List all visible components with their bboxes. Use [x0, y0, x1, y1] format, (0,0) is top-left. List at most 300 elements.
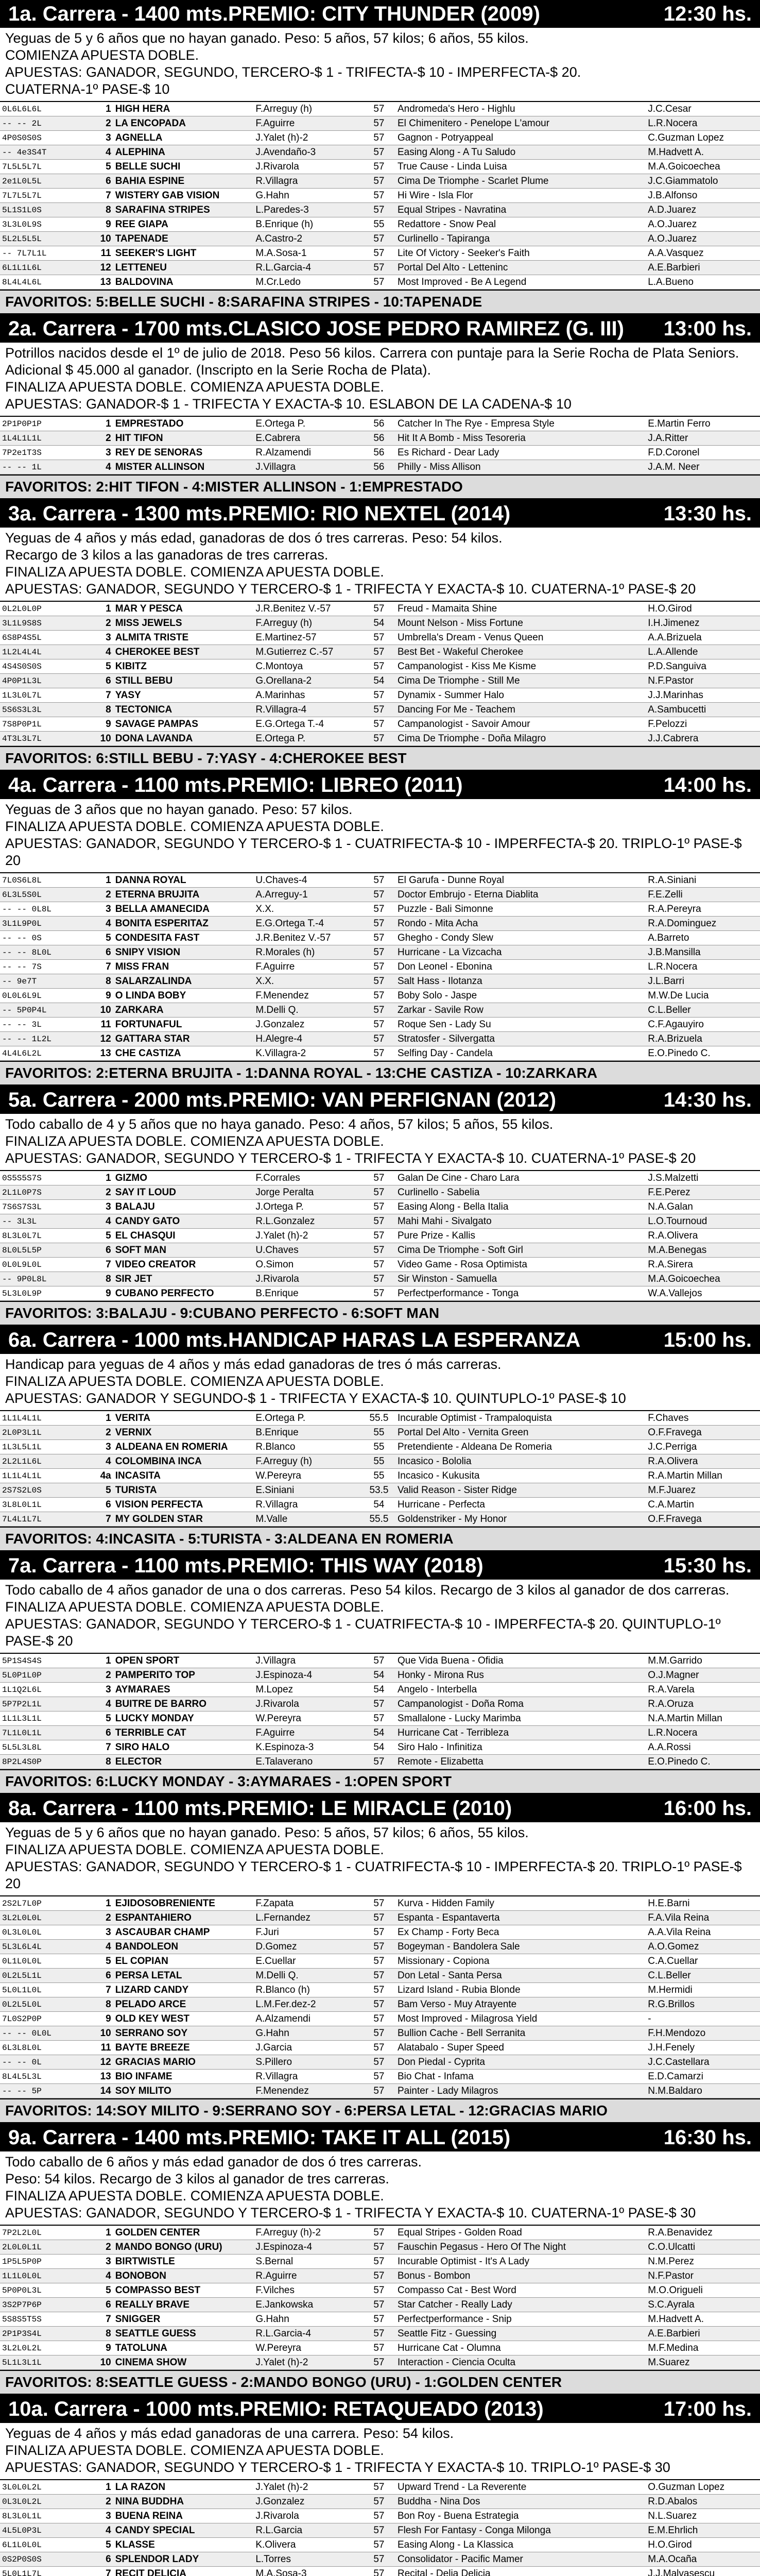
race-time: 12:30 hs.	[663, 2, 752, 25]
runner-number: 3	[93, 1683, 113, 1697]
runner-form: 4L4L6L2L	[0, 1046, 93, 1061]
runner-name: ETERNA BRUJITA	[113, 888, 254, 902]
runner-number: 5	[93, 1229, 113, 1243]
runner-pedigree: Easing Along - La Klassica	[395, 2538, 646, 2552]
runner-jockey: U.Chaves	[253, 1243, 362, 1258]
runner-name: CHE CASTIZA	[113, 1046, 254, 1061]
table-row	[0, 1711, 760, 1726]
runner-weight: 57	[362, 2084, 395, 2098]
runner-pedigree: Catcher In The Rye - Empresa Style	[395, 417, 646, 431]
runner-weight: 57	[362, 1997, 395, 2012]
race-favorites: FAVORITOS: 14:SOY MILITO - 9:SERRANO SOY - 6:PERSA LETAL - 12:GRACIAS MARIO	[0, 2098, 760, 2124]
runner-jockey: R.Villagra	[253, 1498, 362, 1512]
race-favorites: FAVORITOS: 2:HIT TIFON - 4:MISTER ALLINSON - 1:EMPRESTADO	[0, 474, 760, 500]
runner-pedigree: Bon Roy - Buena Estrategia	[395, 2509, 646, 2523]
runner-weight: 57	[362, 102, 395, 116]
runner-weight: 56	[362, 446, 395, 460]
runner-weight: 57	[362, 2312, 395, 2327]
runner-name: CANDY SPECIAL	[113, 2523, 254, 2538]
runner-form: 7L1L0L1L	[0, 1726, 93, 1740]
table-row	[0, 1755, 760, 1769]
runner-number: 3	[93, 2509, 113, 2523]
runner-trainer: A.Sambucetti	[646, 703, 760, 717]
runners-table	[0, 873, 760, 1061]
runner-number: 7	[93, 189, 113, 203]
table-row	[0, 1214, 760, 1229]
table-row	[0, 1911, 760, 1925]
runner-pedigree: Stratosfer - Silvergatta	[395, 1032, 646, 1046]
table-row	[0, 1654, 760, 1668]
runner-form: -- -- 0L	[0, 2055, 93, 2070]
runner-number: 7	[93, 960, 113, 974]
race-header-dot: .	[221, 1797, 227, 1820]
runner-form: 6L1L1L6L	[0, 261, 93, 275]
runner-form: -- 3L3L	[0, 1214, 93, 1229]
runner-trainer: C.L.Beller	[646, 1969, 760, 1983]
runner-number: 4	[93, 145, 113, 160]
runner-pedigree: Hit It A Bomb - Miss Tesoreria	[395, 431, 646, 446]
runner-weight: 57	[362, 2538, 395, 2552]
race-prize: PREMIO: VAN PERFIGNAN (2012)	[228, 1088, 557, 1111]
race-conditions	[0, 1354, 760, 1411]
runner-jockey: J.Avendaño-3	[253, 145, 362, 160]
runner-name: MAR Y PESCA	[113, 602, 254, 616]
runner-number: 2	[93, 1185, 113, 1200]
table-row	[0, 460, 760, 474]
runner-name: REY DE SENORAS	[113, 446, 254, 460]
runner-weight: 57	[362, 275, 395, 290]
race-header-sep: -	[116, 1088, 134, 1111]
runner-number: 5	[93, 2538, 113, 2552]
runner-name: BELLE SUCHI	[113, 160, 254, 174]
runner-jockey: X.X.	[253, 902, 362, 917]
runner-name: GOLDEN CENTER	[113, 2226, 254, 2240]
runner-number: 1	[93, 873, 113, 888]
runner-jockey: J.Yalet (h)-2	[253, 1229, 362, 1243]
runner-trainer: A.O.Juarez	[646, 217, 760, 232]
runner-trainer: C.F.Agauyiro	[646, 1018, 760, 1032]
runner-weight: 57	[362, 174, 395, 189]
runner-weight: 57	[362, 1046, 395, 1061]
race-condition-line: FINALIZA APUESTA DOBLE. COMIENZA APUESTA DOBLE.	[5, 1374, 384, 1389]
runner-trainer: I.H.Jimenez	[646, 616, 760, 631]
race-prize: PREMIO: THIS WAY (2018)	[227, 1554, 483, 1577]
runner-trainer: L.O.Tournoud	[646, 1214, 760, 1229]
runner-pedigree: Perfectperformance - Snip	[395, 2312, 646, 2327]
runner-pedigree: Painter - Lady Milagros	[395, 2084, 646, 2098]
runner-number: 7	[93, 688, 113, 703]
race-condition-line: APUESTAS: GANADOR, SEGUNDO Y TERCERO-$ 1 - CUATRIFECTA-$ 10 - IMPERFECTA-$ 20. TRIPLO-1º PASE-$ 20	[5, 836, 742, 868]
runner-form: 5S8S5T5S	[0, 2312, 93, 2327]
race-block	[0, 771, 760, 1086]
runner-number: 5	[93, 659, 113, 674]
race-label: 10a. Carrera	[8, 2397, 128, 2420]
runner-form: 1L1L3L1L	[0, 1711, 93, 1726]
runner-jockey: R.L.Gonzalez	[253, 1214, 362, 1229]
race-time: 15:00 hs.	[663, 1328, 752, 1351]
runner-pedigree: Umbrella's Dream - Venus Queen	[395, 631, 646, 645]
race-header-dot: .	[234, 2397, 240, 2420]
runner-number: 7	[93, 2312, 113, 2327]
runner-jockey: E.G.Ortega T.-4	[253, 717, 362, 732]
runner-name: SAY IT LOUD	[113, 1185, 254, 1200]
runner-trainer: M.A.Goicoechea	[646, 160, 760, 174]
runner-weight: 57	[362, 2480, 395, 2495]
race-condition-line: APUESTAS: GANADOR, SEGUNDO Y TERCERO-$ 1 - TRIFECTA Y EXACTA-$ 10. TRIPLO-1º PASE-$ 30	[5, 2460, 670, 2475]
runner-weight: 57	[362, 2327, 395, 2341]
runner-form: 4S4S0S0S	[0, 659, 93, 674]
runner-pedigree: Campanologist - Savoir Amour	[395, 717, 646, 732]
runner-name: NINA BUDDHA	[113, 2495, 254, 2509]
runner-weight: 55	[362, 1454, 395, 1469]
runners-table	[0, 1171, 760, 1301]
runner-weight: 57	[362, 1911, 395, 1925]
race-label: 1a. Carrera	[8, 2, 116, 25]
runner-pedigree: Lite Of Victory - Seeker's Faith	[395, 246, 646, 261]
runner-jockey: E.Ortega P.	[253, 1411, 362, 1426]
runner-jockey: F.Aguirre	[253, 1726, 362, 1740]
runner-form: 3L3L0L9S	[0, 217, 93, 232]
runner-form: 7L7L5L7L	[0, 189, 93, 203]
race-header-title	[8, 1329, 653, 1352]
runner-name: GIZMO	[113, 1171, 254, 1185]
runner-trainer: O.Guzman Lopez	[646, 2480, 760, 2495]
runner-pedigree: Most Improved - Milagrosa Yield	[395, 2012, 646, 2026]
runner-name: ELECTOR	[113, 1755, 254, 1769]
race-header-title	[8, 2126, 653, 2149]
runner-jockey: J.Rivarola	[253, 160, 362, 174]
runner-name: EL CHASQUI	[113, 1229, 254, 1243]
runner-number: 5	[93, 1711, 113, 1726]
runner-pedigree: Easing Along - A Tu Saludo	[395, 145, 646, 160]
runner-number: 2	[93, 1668, 113, 1683]
runner-number: 4	[93, 1697, 113, 1711]
race-conditions	[0, 343, 760, 417]
runner-pedigree: Cima De Triomphe - Soft Girl	[395, 1243, 646, 1258]
race-time: 17:00 hs.	[663, 2397, 752, 2420]
runner-form: 5L0P1L0P	[0, 1668, 93, 1683]
runner-name: YASY	[113, 688, 254, 703]
runner-name: EMPRESTADO	[113, 417, 254, 431]
runner-name: BONOBON	[113, 2269, 254, 2283]
runner-trainer: R.A.Martin Millan	[646, 1469, 760, 1483]
runner-trainer: P.D.Sanguiva	[646, 659, 760, 674]
runner-jockey: S.Bernal	[253, 2255, 362, 2269]
runner-jockey: O.Simon	[253, 1258, 362, 1272]
table-row	[0, 2026, 760, 2041]
runner-name: ASCAUBAR CHAMP	[113, 1925, 254, 1940]
runner-pedigree: Alatabalo - Super Speed	[395, 2041, 646, 2055]
runner-form: 1L4L1L1L	[0, 431, 93, 446]
race-header	[0, 315, 760, 343]
race-prize: CLASICO JOSE PEDRO RAMIREZ (G. III)	[228, 317, 624, 340]
runner-pedigree: Puzzle - Bali Simonne	[395, 902, 646, 917]
runner-weight: 57	[362, 931, 395, 945]
race-condition-line: APUESTAS: GANADOR, SEGUNDO Y TERCERO-$ 1 - TRIFECTA Y EXACTA-$ 10. CUATERNA-1º PASE-$ 20	[5, 581, 696, 597]
runner-jockey: G.Hahn	[253, 2026, 362, 2041]
table-row	[0, 261, 760, 275]
runner-name: GRACIAS MARIO	[113, 2055, 254, 2070]
runner-jockey: S.Pillero	[253, 2055, 362, 2070]
runner-form: 5L0L1L7L	[0, 2567, 93, 2576]
runner-form: -- -- 2L	[0, 116, 93, 131]
runner-trainer: N.A.Martin Millan	[646, 1711, 760, 1726]
runner-jockey: G.Hahn	[253, 189, 362, 203]
race-condition-line: COMIENZA APUESTA DOBLE.	[5, 47, 199, 63]
runner-pedigree: Gagnon - Potryappeal	[395, 131, 646, 145]
race-header	[0, 1326, 760, 1354]
race-block	[0, 1552, 760, 1794]
runner-weight: 56	[362, 417, 395, 431]
runner-form: 5P7P2L1L	[0, 1697, 93, 1711]
table-row	[0, 1286, 760, 1301]
runner-pedigree: Es Richard - Dear Lady	[395, 446, 646, 460]
runner-name: MISS JEWELS	[113, 616, 254, 631]
runner-number: 4a	[93, 1469, 113, 1483]
runner-number: 4	[93, 645, 113, 659]
table-row	[0, 1272, 760, 1286]
runner-name: SAVAGE PAMPAS	[113, 717, 254, 732]
runner-name: AGNELLA	[113, 131, 254, 145]
runner-form: 5L2L5L5L	[0, 232, 93, 246]
race-block	[0, 1794, 760, 2124]
table-row	[0, 2041, 760, 2055]
table-row	[0, 275, 760, 290]
runner-number: 3	[93, 446, 113, 460]
table-row	[0, 2070, 760, 2084]
runner-number: 10	[93, 2026, 113, 2041]
runner-pedigree: Boby Solo - Jaspe	[395, 989, 646, 1003]
runner-name: GATTARA STAR	[113, 1032, 254, 1046]
runner-weight: 57	[362, 1697, 395, 1711]
runner-weight: 54	[362, 674, 395, 688]
runner-weight: 57	[362, 902, 395, 917]
runner-trainer: S.C.Ayrala	[646, 2298, 760, 2312]
runner-weight: 57	[362, 1032, 395, 1046]
runner-jockey: C.Montoya	[253, 659, 362, 674]
race-label: 7a. Carrera	[8, 1554, 116, 1577]
runner-number: 5	[93, 1954, 113, 1969]
runner-trainer: R.A.Olivera	[646, 1454, 760, 1469]
runner-weight: 57	[362, 2523, 395, 2538]
runner-trainer: R.A.Pereyra	[646, 902, 760, 917]
runner-name: SEATTLE GUESS	[113, 2327, 254, 2341]
runner-jockey: M.Delli Q.	[253, 1969, 362, 1983]
race-condition-line: Recargo de 3 kilos a las ganadoras de tres carreras.	[5, 547, 329, 563]
runner-pedigree: Bonus - Bombon	[395, 2269, 646, 2283]
runner-jockey: M.Valle	[253, 1512, 362, 1527]
runner-weight: 57	[362, 2509, 395, 2523]
runner-name: ZARKARA	[113, 1003, 254, 1018]
runner-trainer: F.Chaves	[646, 1411, 760, 1426]
runner-weight: 55.5	[362, 1411, 395, 1426]
runner-number: 12	[93, 1032, 113, 1046]
race-header-sep: -	[116, 502, 134, 525]
runner-jockey: R.Morales (h)	[253, 945, 362, 960]
runner-weight: 57	[362, 2552, 395, 2567]
runner-pedigree: Redattore - Snow Peal	[395, 217, 646, 232]
runner-weight: 57	[362, 2041, 395, 2055]
runner-form: -- -- 1L	[0, 460, 93, 474]
runner-pedigree: Video Game - Rosa Optimista	[395, 1258, 646, 1272]
runner-trainer: A.A.Rossi	[646, 1740, 760, 1755]
table-row	[0, 1185, 760, 1200]
runner-jockey: R.Villagra	[253, 174, 362, 189]
runner-name: KLASSE	[113, 2538, 254, 2552]
runner-pedigree: Hurricane - Perfecta	[395, 1498, 646, 1512]
race-condition-line: Todo caballo de 4 y 5 años que no haya ganado. Peso: 4 años, 57 kilos; 5 años, 55 kilos.	[5, 1116, 554, 1132]
race-condition-line: APUESTAS: GANADOR, SEGUNDO Y TERCERO-$ 1 - CUATRIFECTA-$ 10 - IMPERFECTA-$ 20. QUINTUPLO-1º PASE-$ 20	[5, 1616, 721, 1649]
race-block	[0, 2124, 760, 2395]
runner-trainer: M.M.Garrido	[646, 1654, 760, 1668]
table-row	[0, 1983, 760, 1997]
runner-weight: 57	[362, 2495, 395, 2509]
runner-trainer: J.C.Cesar	[646, 102, 760, 116]
runner-name: SNIPY VISION	[113, 945, 254, 960]
runner-weight: 57	[362, 2026, 395, 2041]
runner-trainer: R.G.Brillos	[646, 1997, 760, 2012]
runner-name: HIT TIFON	[113, 431, 254, 446]
race-distance: 1100 mts	[134, 773, 221, 796]
runner-name: O LINDA BOBY	[113, 989, 254, 1003]
table-row	[0, 1683, 760, 1697]
runner-number: 4	[93, 2269, 113, 2283]
table-row	[0, 2355, 760, 2370]
runner-jockey: F.Aguirre	[253, 116, 362, 131]
runner-weight: 57	[362, 1243, 395, 1258]
runner-form: 2L1L0P7S	[0, 1185, 93, 1200]
runner-trainer: L.R.Nocera	[646, 1726, 760, 1740]
runner-jockey: K.Villagra-2	[253, 1046, 362, 1061]
runner-name: BUENA REINA	[113, 2509, 254, 2523]
runner-name: ALMITA TRISTE	[113, 631, 254, 645]
runner-name: EJIDOSOBRENIENTE	[113, 1896, 254, 1911]
table-row	[0, 703, 760, 717]
table-row	[0, 1512, 760, 1527]
runner-trainer: A.E.Barbieri	[646, 261, 760, 275]
race-time: 14:30 hs.	[663, 1088, 752, 1111]
table-row	[0, 2341, 760, 2355]
runner-weight: 57	[362, 145, 395, 160]
race-distance: 1000 mts	[145, 2397, 234, 2420]
runner-form: 5P1S4S4S	[0, 1654, 93, 1668]
table-row	[0, 1483, 760, 1498]
runner-trainer: -	[646, 2012, 760, 2026]
runner-form: 1L3L0L7L	[0, 688, 93, 703]
runner-name: SPLENDOR LADY	[113, 2552, 254, 2567]
runner-form: 2L2L1L6L	[0, 1454, 93, 1469]
runner-name: CONDESITA FAST	[113, 931, 254, 945]
runner-jockey: J.Gonzalez	[253, 2495, 362, 2509]
runner-jockey: J.Yalet (h)-2	[253, 2480, 362, 2495]
table-row	[0, 2495, 760, 2509]
race-time: 16:00 hs.	[663, 1797, 752, 1820]
race-header-dot: .	[222, 502, 228, 525]
runner-jockey: A.Arreguy-1	[253, 888, 362, 902]
runner-number: 1	[93, 2226, 113, 2240]
runner-trainer: O.F.Fravega	[646, 1426, 760, 1440]
table-row	[0, 102, 760, 116]
runner-jockey: F.Zapata	[253, 1896, 362, 1911]
runner-number: 9	[93, 717, 113, 732]
runner-name: STILL BEBU	[113, 674, 254, 688]
table-row	[0, 1925, 760, 1940]
runner-jockey: A.Marinhas	[253, 688, 362, 703]
race-conditions	[0, 2151, 760, 2226]
race-favorites: FAVORITOS: 8:SEATTLE GUESS - 2:MANDO BONGO (URU) - 1:GOLDEN CENTER	[0, 2370, 760, 2395]
runner-name: BANDOLEON	[113, 1940, 254, 1954]
runner-pedigree: Pretendiente - Aldeana De Romeria	[395, 1440, 646, 1454]
runner-trainer: F.E.Perez	[646, 1185, 760, 1200]
runner-name: LA RAZON	[113, 2480, 254, 2495]
runner-form: 1L1L0L0L	[0, 2269, 93, 2283]
race-label: 4a. Carrera	[8, 773, 116, 796]
runner-number: 2	[93, 2495, 113, 2509]
runner-pedigree: Star Catcher - Really Lady	[395, 2298, 646, 2312]
race-favorites: FAVORITOS: 6:STILL BEBU - 7:YASY - 4:CHEROKEE BEST	[0, 746, 760, 771]
runner-pedigree: Hurricane Cat - Olumna	[395, 2341, 646, 2355]
runner-name: HIGH HERA	[113, 102, 254, 116]
runner-name: BIO INFAME	[113, 2070, 254, 2084]
race-condition-line: FINALIZA APUESTA DOBLE. COMIENZA APUESTA DOBLE.	[5, 2188, 384, 2204]
runner-number: 4	[93, 460, 113, 474]
runner-name: SOFT MAN	[113, 1243, 254, 1258]
runner-weight: 57	[362, 2226, 395, 2240]
runner-weight: 57	[362, 1272, 395, 1286]
runner-pedigree: Incasico - Bololia	[395, 1454, 646, 1469]
runner-trainer: J.C.Perriga	[646, 1440, 760, 1454]
runner-pedigree: Sir Winston - Samuella	[395, 1272, 646, 1286]
runner-form: 2L0P3L1L	[0, 1426, 93, 1440]
runner-number: 10	[93, 232, 113, 246]
runner-form: 2S7S2L0S	[0, 1483, 93, 1498]
runner-jockey: E.Talaverano	[253, 1755, 362, 1769]
race-header	[0, 1552, 760, 1580]
race-condition-line: Potrillos nacidos desde el 1º de julio de 2018. Peso 56 kilos. Carrera con puntaje para la Serie Rocha de Plata Seniors. Adicional $ 45.000 al ganador. (Inscripto en la Serie Rocha de Plata).	[5, 345, 739, 378]
runner-trainer: M.A.Ocaña	[646, 2552, 760, 2567]
runner-pedigree: Campanologist - Doña Roma	[395, 1697, 646, 1711]
runner-weight: 56	[362, 431, 395, 446]
runners-table	[0, 417, 760, 474]
runner-trainer: F.D.Coronel	[646, 446, 760, 460]
race-favorites: FAVORITOS: 3:BALAJU - 9:CUBANO PERFECTO - 6:SOFT MAN	[0, 1301, 760, 1326]
runner-number: 10	[93, 1003, 113, 1018]
race-block	[0, 0, 760, 315]
runner-trainer: A.A.Vila Reina	[646, 1925, 760, 1940]
runner-number: 4	[93, 1214, 113, 1229]
table-row	[0, 2269, 760, 2283]
runner-number: 3	[93, 2255, 113, 2269]
runner-pedigree: Freud - Mamaita Shine	[395, 602, 646, 616]
runner-form: 2e1L0L5L	[0, 174, 93, 189]
table-row	[0, 131, 760, 145]
runner-number: 7	[93, 1740, 113, 1755]
runner-weight: 57	[362, 960, 395, 974]
runner-name: BAYTE BREEZE	[113, 2041, 254, 2055]
runner-form: -- -- 3L	[0, 1018, 93, 1032]
table-row	[0, 116, 760, 131]
table-row	[0, 688, 760, 703]
runner-name: ALDEANA EN ROMERIA	[113, 1440, 254, 1454]
runner-form: 6L3L8L0L	[0, 2041, 93, 2055]
runner-name: BUITRE DE BARRO	[113, 1697, 254, 1711]
runner-jockey: R.Blanco	[253, 1440, 362, 1454]
runner-pedigree: Cima De Triomphe - Scarlet Plume	[395, 174, 646, 189]
runner-trainer: N.M.Perez	[646, 2255, 760, 2269]
runner-trainer: M.F.Juarez	[646, 1483, 760, 1498]
runner-name: CUBANO PERFECTO	[113, 1286, 254, 1301]
runner-trainer: C.A.Martin	[646, 1498, 760, 1512]
